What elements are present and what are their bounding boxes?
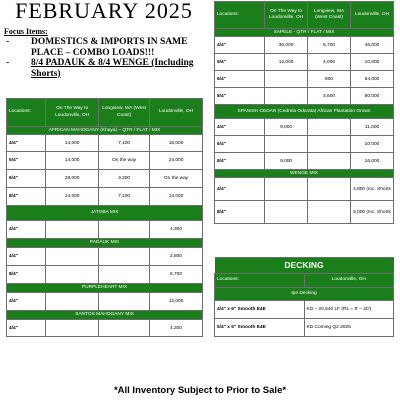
size-cell: 8/4" [7, 188, 46, 206]
table-row [215, 319, 394, 337]
otw-cell: 14,000 [46, 152, 99, 170]
section-header [7, 127, 203, 135]
decking-title: DECKING [215, 258, 394, 274]
loudonville-cell: 2,800 [150, 248, 203, 266]
table-row [215, 301, 394, 319]
loudonville-cell: 10,000 [351, 54, 394, 71]
size-cell: 6/4" [215, 71, 265, 88]
size-cell: 8/4" [215, 153, 265, 170]
section-name: WENGE MIX [215, 170, 394, 178]
table-row [215, 37, 394, 54]
longview-cell [99, 320, 150, 337]
otw-cell: 36,000 [265, 37, 308, 54]
otw-cell [265, 88, 308, 105]
otw-cell: 14,000 [46, 135, 99, 152]
table-row [7, 188, 203, 206]
size-cell: 4/4" [7, 135, 46, 152]
otw-cell [46, 266, 99, 284]
section-name: AFRICAN MAHOGANY (Khaya) – QTR / FLAT / MIX [7, 127, 203, 135]
loudonville-cell: 12,000 [150, 293, 203, 311]
loudonville-cell: 4,300 [150, 221, 203, 239]
loudonville-cell: 24,000 [150, 152, 203, 170]
size-cell: 4/4" [7, 320, 46, 337]
table-row [215, 119, 394, 136]
col-header: Longview, WA (West Coast) [99, 99, 150, 127]
otw-cell: 14,000 [46, 188, 99, 206]
size-cell: 8/4" [7, 266, 46, 284]
size-cell: 8/4" [215, 88, 265, 105]
table-row [215, 178, 394, 201]
focus-text: 8/4 PADAUK & 8/4 WENGE (Including Shorts) [31, 58, 194, 79]
col-header: On The Way to Loudonville, OH [265, 2, 308, 29]
longview-cell: 3,200 [99, 170, 150, 188]
table-row [215, 201, 394, 224]
longview-cell: 4,000 [308, 54, 351, 71]
focus-dash: - [6, 37, 10, 47]
col-header: Locations: [215, 274, 305, 288]
section-header [215, 170, 394, 178]
longview-cell: On the way [99, 152, 150, 170]
section-header [215, 29, 394, 37]
otw-cell: 9,000 [265, 153, 308, 170]
table-row [7, 135, 203, 152]
otw-cell [265, 201, 308, 224]
size-cell: 4/4" [215, 37, 265, 54]
size-cell: 4/4" [215, 119, 265, 136]
longview-cell: 7,100 [99, 135, 150, 152]
focus-label: Focus Items: [4, 27, 48, 36]
longview-cell [308, 136, 351, 153]
loudonville-cell: 54,000 [351, 71, 394, 88]
longview-cell [99, 221, 150, 239]
section-name: PURPLEHEART MIX [7, 284, 203, 293]
decking-title-row [215, 258, 394, 274]
section-name: JATOBA MIX [7, 206, 203, 221]
loudonville-cell: 11,000 [351, 119, 394, 136]
section-name: PADAUK MIX [7, 239, 203, 248]
size-cell: 4/4" [7, 293, 46, 311]
col-header: Loudonville, OH [304, 274, 394, 288]
otw-cell [46, 221, 99, 239]
size-cell: 4/4" [7, 221, 46, 239]
section-name: Ipe Decking [215, 288, 394, 301]
loudonville-cell: 6,700 [150, 266, 203, 284]
size-cell: 6/4" [215, 136, 265, 153]
loudonville-cell: 4,300 [150, 320, 203, 337]
otw-cell [46, 320, 99, 337]
longview-cell [308, 178, 351, 201]
decking-table [214, 257, 394, 337]
size-cell: 5/4" x 6" Smooth E4E [215, 319, 305, 337]
col-header: Loudonville, OH [351, 2, 394, 29]
section-header [7, 311, 203, 320]
loudonville-cell: 16,000 [351, 153, 394, 170]
col-header: Loudonville, OH [150, 99, 203, 127]
inventory-table-left [6, 98, 203, 337]
size-cell: 4/4" x 6" Smooth E4E [215, 301, 305, 319]
loudonville-cell: 10,000 [351, 136, 394, 153]
focus-dash: - [6, 58, 10, 68]
loudonville-cell: 14,000 [150, 188, 203, 206]
longview-cell [308, 153, 351, 170]
focus-item [4, 37, 204, 58]
section-header [215, 288, 394, 301]
loudonville-cell: On the way [150, 170, 203, 188]
table-row [215, 153, 394, 170]
size-cell: 4/4" [215, 178, 265, 201]
otw-cell [265, 136, 308, 153]
table-row [7, 170, 203, 188]
table-header-row [215, 274, 394, 288]
size-cell: 5/4" [215, 54, 265, 71]
section-name: SANTOS MAHOGANY MIX [7, 311, 203, 320]
longview-cell: 7,100 [99, 188, 150, 206]
table-row [215, 136, 394, 153]
inventory-table-right [214, 1, 394, 224]
otw-cell [46, 248, 99, 266]
longview-cell [308, 119, 351, 136]
loudonville-cell: 18,000 [150, 135, 203, 152]
table-row [215, 88, 394, 105]
size-cell: 8/4" [215, 201, 265, 224]
focus-items [4, 27, 204, 79]
table-header-row [7, 99, 203, 127]
otw-cell [265, 178, 308, 201]
value-cell: KD – 20,540 LF (RL = 8' – 20') [304, 301, 394, 319]
section-header [7, 239, 203, 248]
otw-cell: 9,000 [265, 119, 308, 136]
section-name: SAPELE - QTR / FLAT / MIX [215, 29, 394, 37]
longview-cell [99, 248, 150, 266]
section-header [7, 206, 203, 221]
table-header-row [215, 2, 394, 29]
size-cell: 4/4" [7, 248, 46, 266]
table-row [7, 152, 203, 170]
otw-cell [46, 293, 99, 311]
loudonville-cell: 5,000 (Inc. Shorts [351, 201, 394, 224]
col-header: Locations: [215, 2, 265, 29]
size-cell: 5/4" [7, 152, 46, 170]
longview-cell: 800 [308, 71, 351, 88]
loudonville-cell: 4,800 (Inc. Shorts [351, 178, 394, 201]
section-header [215, 105, 394, 119]
longview-cell [99, 293, 150, 311]
loudonville-cell: 80,000 [351, 88, 394, 105]
otw-cell: 12,000 [265, 54, 308, 71]
value-cell: KD Coming Q2 2025 [304, 319, 394, 337]
page-title: FEBRUARY 2025 [15, 0, 193, 23]
col-header: On The Way to Loudonville, OH [46, 99, 99, 127]
section-header [7, 284, 203, 293]
table-row [7, 293, 203, 311]
table-row [7, 221, 203, 239]
longview-cell [308, 201, 351, 224]
table-row [215, 54, 394, 71]
focus-item [4, 58, 204, 79]
section-name: SPANISH CEDAR (Cedrela Odorata) African Plantation Grown [215, 105, 394, 119]
longview-cell: 6,700 [308, 37, 351, 54]
longview-cell [99, 266, 150, 284]
table-row [7, 320, 203, 337]
otw-cell: 28,000 [46, 170, 99, 188]
col-header: Longview, WA (West Coast) [308, 2, 351, 29]
footer-note: *All Inventory Subject to Prior to Sale* [113, 385, 287, 396]
table-row [7, 248, 203, 266]
longview-cell: 3,600 [308, 88, 351, 105]
size-cell: 6/4" [7, 170, 46, 188]
focus-text: DOMESTICS & IMPORTS IN SAME PLACE – COMBO LOADS!!! [31, 37, 188, 58]
loudonville-cell: 46,000 [351, 37, 394, 54]
otw-cell [265, 71, 308, 88]
table-row [7, 266, 203, 284]
col-header: Locations: [7, 99, 46, 127]
table-row [215, 71, 394, 88]
